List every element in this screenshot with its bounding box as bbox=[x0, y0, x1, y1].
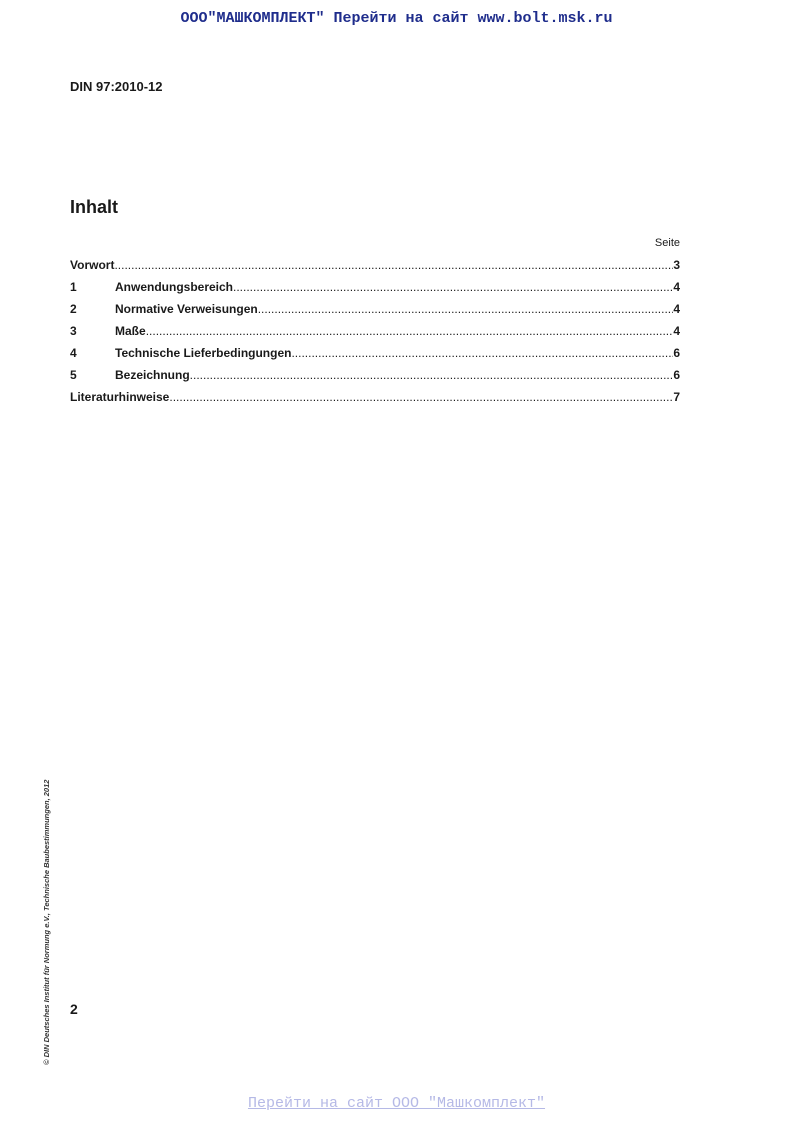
toc-entry-title: Maße bbox=[115, 324, 146, 338]
toc-entry-masse[interactable] bbox=[70, 323, 680, 345]
toc-entry-anwendungsbereich[interactable] bbox=[70, 279, 680, 301]
toc-leader-dots bbox=[258, 301, 674, 318]
toc-entry-normative-verweisungen[interactable] bbox=[70, 301, 680, 323]
toc-entry-page: 6 bbox=[673, 368, 680, 382]
toc-entry-title: Vorwort bbox=[70, 258, 115, 272]
toc-entry-number: 1 bbox=[70, 280, 77, 294]
toc-entry-page: 4 bbox=[673, 302, 680, 316]
toc-entry-technische-lieferbedingungen[interactable] bbox=[70, 345, 680, 367]
document-id: DIN 97:2010-12 bbox=[70, 79, 163, 94]
toc-entry-literaturhinweise[interactable] bbox=[70, 389, 680, 411]
toc-entry-page: 4 bbox=[673, 280, 680, 294]
toc-entry-title: Normative Verweisungen bbox=[115, 302, 258, 316]
company-site-link[interactable]: Перейти на сайт ООО "Машкомплект" bbox=[247, 1095, 546, 1112]
toc-leader-dots bbox=[233, 279, 673, 296]
toc-entry-page: 7 bbox=[673, 390, 680, 404]
toc-leader-dots bbox=[169, 389, 673, 406]
toc-leader-dots bbox=[190, 367, 674, 384]
table-of-contents bbox=[70, 257, 680, 411]
toc-leader-dots bbox=[291, 345, 673, 362]
toc-leader-dots bbox=[146, 323, 674, 340]
toc-entry-number: 4 bbox=[70, 346, 77, 360]
toc-leader-dots bbox=[114, 257, 673, 274]
site-banner-link[interactable]: ООО"МАШКОМПЛЕКТ" Перейти на сайт www.bolt.msk.ru bbox=[180, 10, 613, 27]
toc-entry-title: Technische Lieferbedingungen bbox=[115, 346, 292, 360]
toc-entry-title: Anwendungsbereich bbox=[115, 280, 234, 294]
toc-entry-page: 4 bbox=[673, 324, 680, 338]
toc-entry-title: Literaturhinweise bbox=[70, 390, 170, 404]
toc-entry-page: 6 bbox=[673, 346, 680, 360]
toc-entry-vorwort[interactable] bbox=[70, 257, 680, 279]
copyright-notice: © DIN Deutsches Institut für Normung e.V., Technische Baubestimmungen, 2012 bbox=[42, 779, 51, 1065]
page-column-label: Seite bbox=[654, 237, 680, 249]
toc-entry-title: Bezeichnung bbox=[115, 368, 190, 382]
toc-heading: Inhalt bbox=[70, 197, 118, 217]
toc-entry-number: 2 bbox=[70, 302, 77, 316]
page-number: 2 bbox=[70, 1001, 78, 1017]
toc-entry-number: 3 bbox=[70, 324, 77, 338]
toc-entry-bezeichnung[interactable] bbox=[70, 367, 680, 389]
toc-entry-page: 3 bbox=[673, 258, 680, 272]
toc-entry-number: 5 bbox=[70, 368, 77, 382]
